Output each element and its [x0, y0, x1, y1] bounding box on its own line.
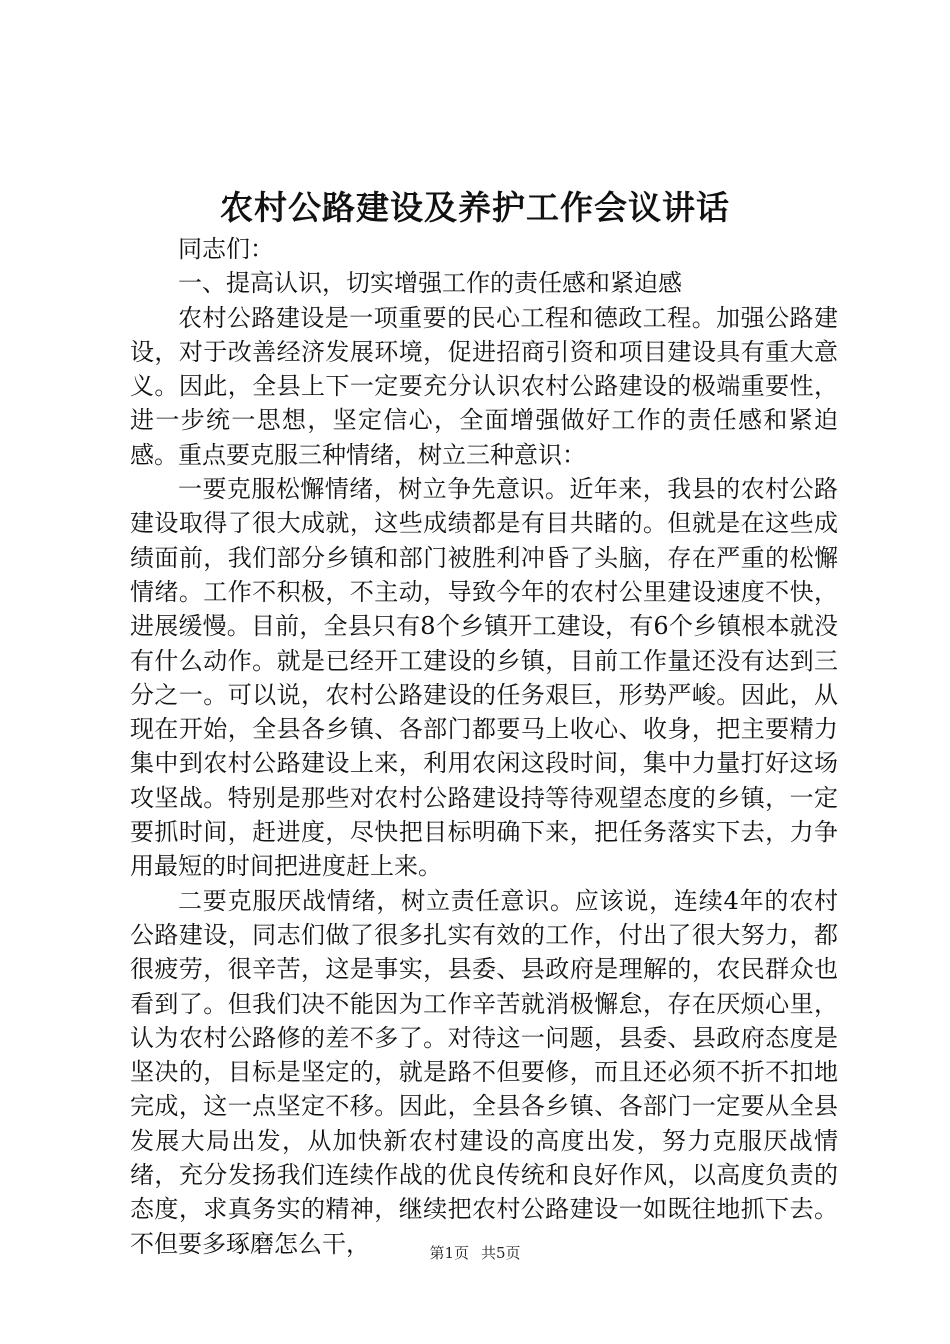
salutation: 同志们： [178, 235, 274, 263]
paragraph: 二要克服厌战情绪，树立责任意识。应该说，连续4年的农村公路建设，同志们做了很多扎实有效的工作，付出了很大努力，都很疲劳，很辛苦，这是事实，县委、县政府是理解的，农民群众也看到了。但我们决不能因为工作辛苦就消极懈怠，存在厌烦心里，认为农村公路修的差不多了。对待这一问题，县委、县政府态度是坚决的，目标是坚定的，就是路不但要修，而且还必须不折不扣地完成，这一点坚定不移。因此，全县各乡镇、各部门一定要从全县发展大局出发，从加快新农村建设的高度出发，努力克服厌战情绪，充分发扬我们连续作战的优良传统和良好作风，以高度负责的态度，求真务实的精神，继续把农村公路建设一如既往地抓下去。不但要多琢磨怎么干， [130, 886, 838, 1258]
section-heading: 一、提高认识，切实增强工作的责任感和紧迫感 [178, 269, 682, 298]
document-title: 农村公路建设及养护工作会议讲话 [220, 188, 730, 227]
page-total: 共5页 [481, 1244, 521, 1262]
page-number: 第1页 [429, 1244, 469, 1262]
paragraph: 一要克服松懈情绪，树立争先意识。近年来，我县的农村公路建设取得了很大成就，这些成绩都是有目共睹的。但就是在这些成绩面前，我们部分乡镇和部门被胜利冲昏了头脑，存在严重的松懈情绪。工作不积极，不主动，导致今年的农村公里建设速度不快，进展缓慢。目前，全县只有8个乡镇开工建设，有6个乡镇根本就没有什么动作。就是已经开工建设的乡镇，目前工作量还没有达到三分之一。可以说，农村公路建设的任务艰巨，形势严峻。因此，从现在开始，全县各乡镇、各部门都要马上收心、收身，把主要精力集中到农村公路建设上来，利用农闲这段时间，集中力量打好这场攻坚战。特别是那些对农村公路建设持等待观望态度的乡镇，一定要抓时间，赶进度，尽快把目标明确下来，把任务落实下去，力争用最短的时间把进度赶上来。 [130, 475, 838, 881]
page-footer [0, 1243, 950, 1263]
document-body [130, 232, 838, 1261]
paragraph: 农村公路建设是一项重要的民心工程和德政工程。加强公路建设，对于改善经济发展环境，促进招商引资和项目建设具有重大意义。因此，全县上下一定要充分认识农村公路建设的极端重要性，进一步统一思想，坚定信心，全面增强做好工作的责任感和紧迫感。重点要克服三种情绪，树立三种意识： [130, 303, 838, 469]
